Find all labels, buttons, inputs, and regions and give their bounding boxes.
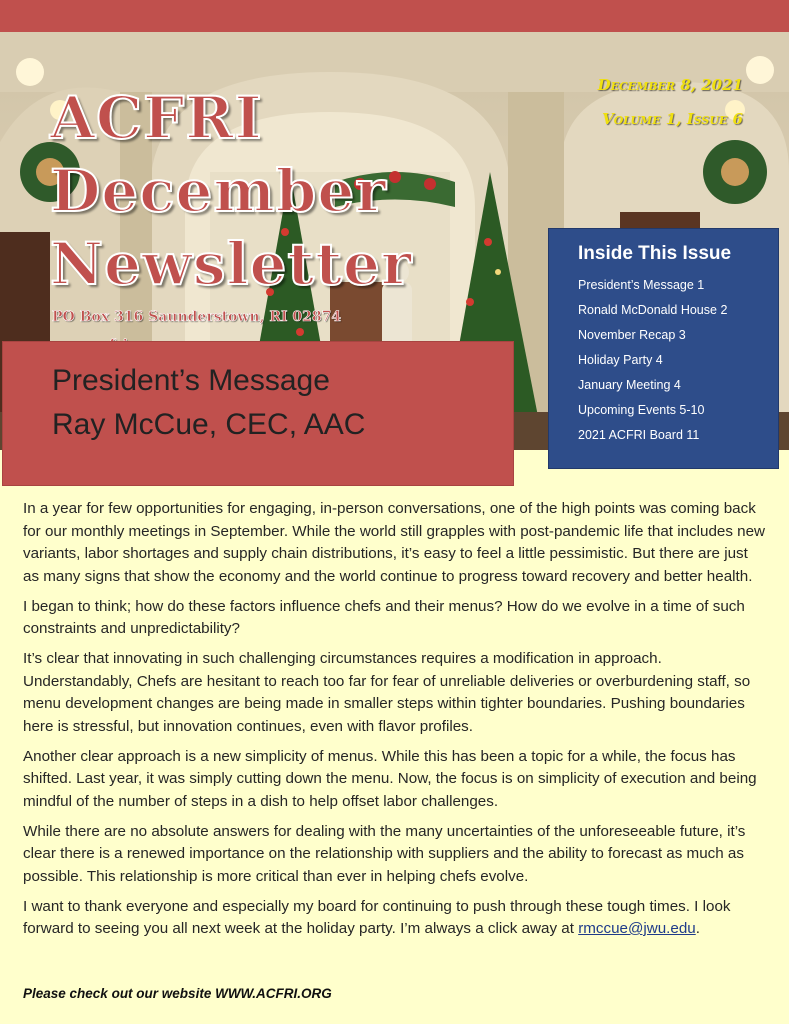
title-line: ACFRI (50, 84, 263, 152)
contents-item[interactable]: Upcoming Events 5-10 (578, 403, 705, 417)
inside-heading: Inside This Issue (578, 243, 732, 264)
contents-item[interactable]: 2021 ACFRI Board 11 (578, 428, 700, 442)
contents-item[interactable]: Holiday Party 4 (578, 353, 663, 367)
president-message-banner (3, 342, 513, 485)
website-footer: Please check out our website WWW.ACFRI.ORG (23, 986, 332, 1001)
article-body (23, 498, 767, 948)
contents-item[interactable]: President’s Message 1 (578, 278, 705, 292)
section-title: President’s Message (52, 364, 330, 397)
closing-paragraph (23, 896, 767, 941)
top-color-band (0, 0, 789, 32)
author-name: Ray McCue, CEC, AAC (52, 408, 366, 441)
issue-date: December 8, 2021 (597, 76, 743, 94)
title-line: December (50, 157, 387, 225)
contents-item[interactable]: Ronald McDonald House 2 (578, 303, 728, 317)
paragraph: In a year for few opportunities for engaging, in-person conversations, one of the high points was coming back for our monthly meetings in September. While the world still grapples with post-pandemic life that includes new variants, labor shortages and supply chain distributions, it’s easy to feel a little pessimistic. But there are just as many signs that show the economy and the world continue to progress toward recovery and better health. (23, 500, 766, 585)
inside-this-issue-box (548, 228, 779, 469)
paragraph: I began to think; how do these factors influence chefs and their menus? How do we evolve in a time of such constraints and unpredictability? (23, 597, 745, 637)
contents-item[interactable]: November Recap 3 (578, 328, 686, 342)
closing-text: I want to thank everyone and especially my board for continuing to push through these tough times. I look forward to seeing you all next week at the holiday party. I’m always a click away at (23, 897, 731, 937)
issue-volume: Volume 1, Issue 6 (602, 110, 743, 128)
email-link[interactable]: rmccue@jwu.edu (578, 920, 696, 937)
contents-list (578, 273, 764, 448)
paragraph: While there are no absolute answers for dealing with the many uncertainties of the unforeseeable future, it’s clear there is a renewed importance on the relationship with suppliers and the ability to forecast as much as possible. This relationship is more critical than ever in helping chefs evolve. (23, 822, 746, 885)
paragraph: It’s clear that innovating in such challenging circumstances requires a modification in approach. Understandably, Chefs are hesitant to reach too far for fear of unreliable deliveries or overburdening staff, so menu development changes are being made in smaller steps within tighter boundaries. Pushing boundaries here is stressful, but innovation continues, even with flavor profiles. (23, 650, 751, 735)
newsletter-title (50, 82, 470, 301)
paragraph: Another clear approach is a new simplicity of menus. While this has been a topic for a while, the focus has shifted. Last year, it was simply cutting down the menu. Now, the focus is on simplicity of execution and being mindful of the number of steps in a dish to help offset labor challenges. (23, 747, 757, 810)
contents-item[interactable]: January Meeting 4 (578, 378, 681, 392)
title-line: Newsletter (50, 230, 413, 298)
email-suffix: . (695, 920, 700, 937)
mailing-address: PO Box 316 Saunderstown, RI 02874 (52, 309, 342, 325)
